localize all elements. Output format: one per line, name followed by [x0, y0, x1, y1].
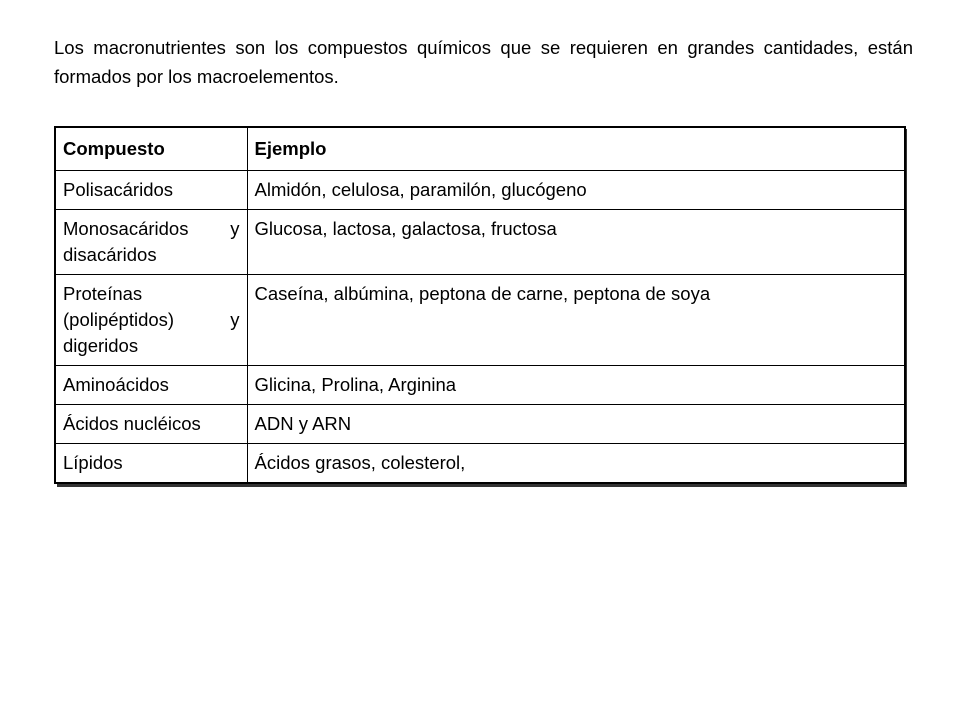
table-header-row [55, 127, 905, 171]
macronutrient-table-container [54, 126, 904, 484]
example-cell: Almidón, celulosa, paramilón, glucógeno [247, 171, 905, 210]
compound-cell: Ácidos nucléicos [55, 405, 247, 444]
example-cell: Ácidos grasos, colesterol, [247, 444, 905, 484]
header-ejemplo: Ejemplo [247, 127, 905, 171]
intro-paragraph: Los macronutrientes son los compuestos químicos que se requieren en grandes cantidades, están formados por los macroelementos. [54, 37, 913, 87]
compound-cell: Lípidos [55, 444, 247, 484]
compound-cell: Monosacáridos y disacáridos [55, 210, 247, 275]
compound-cell: Aminoácidos [55, 366, 247, 405]
example-cell: Glicina, Prolina, Arginina [247, 366, 905, 405]
example-cell: Glucosa, lactosa, galactosa, fructosa [247, 210, 905, 275]
compound-cell: Polisacáridos [55, 171, 247, 210]
table-row [55, 171, 905, 210]
header-compuesto: Compuesto [55, 127, 247, 171]
table-row [55, 444, 905, 484]
macronutrient-table [54, 126, 906, 484]
example-cell: ADN y ARN [247, 405, 905, 444]
table-row [55, 366, 905, 405]
table-row [55, 275, 905, 366]
example-cell: Caseína, albúmina, peptona de carne, peptona de soya [247, 275, 905, 366]
table-row [55, 210, 905, 275]
compound-cell: Proteínas (polipéptidos) y digeridos [55, 275, 247, 366]
table-row [55, 405, 905, 444]
